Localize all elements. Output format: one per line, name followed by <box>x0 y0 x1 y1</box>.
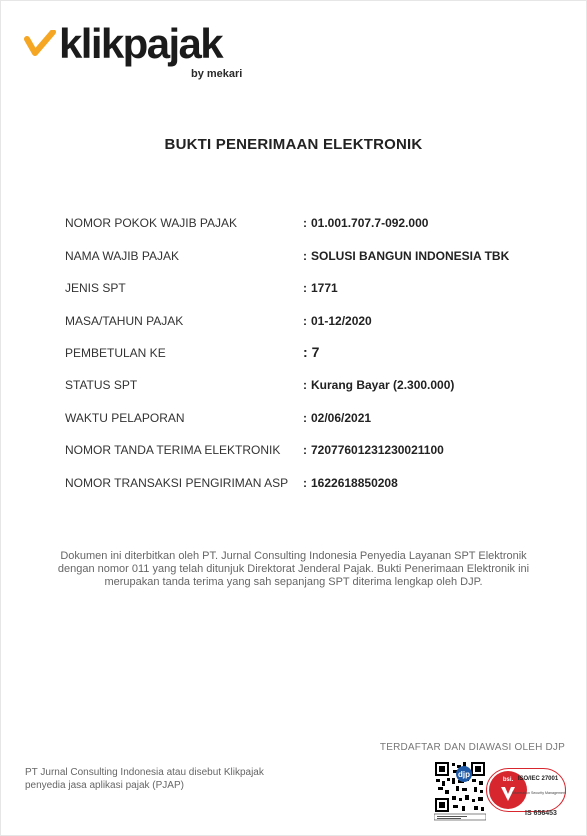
iso-subtitle: Information Security Management <box>512 791 566 795</box>
field-separator: : <box>303 378 307 392</box>
djp-label: djp <box>458 770 470 779</box>
document-title: BUKTI PENERIMAAN ELEKTRONIK <box>164 136 423 153</box>
field-label: JENIS SPT <box>65 281 126 295</box>
field-value <box>303 411 371 425</box>
field-separator: : <box>303 476 307 490</box>
field-value-text: 01-12/2020 <box>311 314 372 328</box>
field-row <box>65 411 545 431</box>
field-separator: : <box>303 281 307 295</box>
registered-djp-text: TERDAFTAR DAN DIAWASI OLEH DJP <box>379 742 565 753</box>
djp-badge <box>444 764 484 784</box>
field-row <box>65 476 545 496</box>
field-value-text: Kurang Bayar (2.300.000) <box>311 378 455 392</box>
field-row <box>65 346 545 366</box>
field-separator: : <box>303 216 307 230</box>
field-row <box>65 216 545 236</box>
pjap-description: PT Jurnal Consulting Indonesia atau disebut Klikpajak penyedia jasa aplikasi pajak (PJAP) <box>25 767 264 791</box>
field-value-text: SOLUSI BANGUN INDONESIA TBK <box>311 249 510 263</box>
field-row <box>65 378 545 398</box>
field-separator: : <box>303 411 307 425</box>
brand-wordmark: klikpajak <box>59 20 223 67</box>
brand-byline: by mekari <box>191 68 243 80</box>
field-value <box>303 249 509 263</box>
checkmark-icon <box>24 30 56 58</box>
field-value <box>303 216 428 230</box>
field-value-text: 1622618850208 <box>311 476 398 490</box>
field-separator: : <box>303 344 308 360</box>
field-row <box>65 281 545 301</box>
field-value <box>303 378 454 392</box>
field-value <box>303 314 372 328</box>
field-row <box>65 314 545 334</box>
field-separator: : <box>303 443 307 457</box>
field-label: MASA/TAHUN PAJAK <box>65 314 184 328</box>
iso-standard-label: ISO/IEC 27001 <box>517 776 559 782</box>
field-label: NOMOR TANDA TERIMA ELEKTRONIK <box>65 443 281 457</box>
field-value <box>303 476 398 490</box>
field-label: NAMA WAJIB PAJAK <box>65 249 180 263</box>
field-label: PEMBETULAN KE <box>65 346 166 360</box>
field-label: NOMOR TRANSAKSI PENGIRIMAN ASP <box>65 476 289 490</box>
field-label: NOMOR POKOK WAJIB PAJAK <box>65 216 238 230</box>
field-value-text: 7207760123123002110​0 <box>311 443 444 457</box>
klikpajak-logo <box>24 20 254 86</box>
field-value-text: 01.001.707.7-092.000 <box>311 216 429 230</box>
iso-certificate-number: IS 656453 <box>525 810 557 817</box>
disclaimer-text: Dokumen ini diterbitkan oleh PT. Jurnal Consulting Indonesia Penyedia Layanan SPT Elektronik dengan nomor 011 yang telah ditunjuk Direktorat Jenderal Pajak. Bukti Penerimaan Elektronik ini merupakan tanda terima yang sah sepanjang SPT diterima lengkap oleh DJP. <box>57 550 530 588</box>
field-separator: : <box>303 314 307 328</box>
field-row <box>65 249 545 269</box>
field-value-text: 02/06/2021 <box>311 411 372 425</box>
field-value <box>303 443 444 457</box>
field-separator: : <box>303 249 307 263</box>
field-value-text: 7 <box>311 344 320 360</box>
field-value <box>303 281 338 295</box>
field-label: STATUS SPT <box>65 378 138 392</box>
bsi-label: bsi. <box>502 777 514 783</box>
field-label: WAKTU PELAPORAN <box>65 411 185 425</box>
field-row <box>65 443 545 463</box>
field-value-text: 1771 <box>311 281 338 295</box>
bsi-iso-badge <box>486 768 566 812</box>
field-value <box>303 344 319 360</box>
